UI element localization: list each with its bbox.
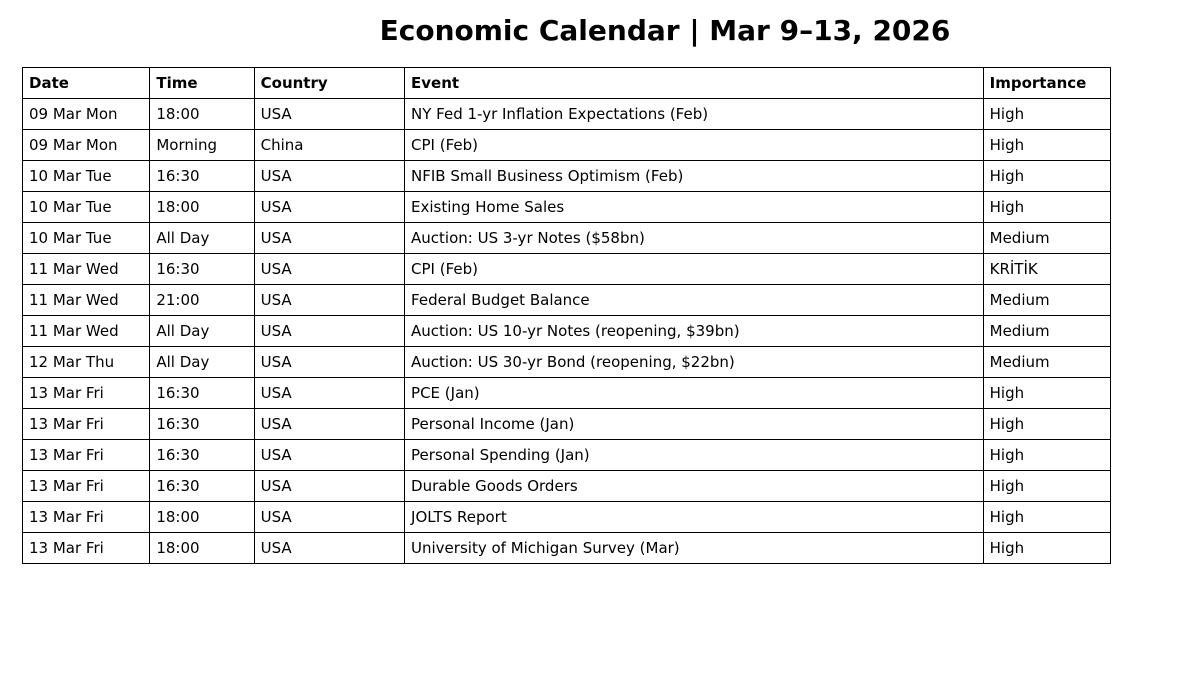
importance-cell: Medium: [983, 223, 1110, 254]
country-cell: USA: [254, 285, 404, 316]
date-cell: 11 Mar Wed: [23, 254, 150, 285]
table-row: [23, 409, 1111, 440]
country-cell: USA: [254, 533, 404, 564]
event-cell: Auction: US 30-yr Bond (reopening, $22bn): [405, 347, 984, 378]
country-cell: China: [254, 130, 404, 161]
importance-cell: High: [983, 502, 1110, 533]
table-row: [23, 440, 1111, 471]
event-cell: University of Michigan Survey (Mar): [405, 533, 984, 564]
importance-cell: High: [983, 440, 1110, 471]
column-header-country: Country: [254, 68, 404, 99]
country-cell: USA: [254, 161, 404, 192]
importance-cell: High: [983, 130, 1110, 161]
table-body: [23, 99, 1111, 564]
importance-cell: Medium: [983, 347, 1110, 378]
event-cell: Personal Spending (Jan): [405, 440, 984, 471]
economic-calendar-table: [22, 67, 1111, 564]
table-row: [23, 223, 1111, 254]
table-row: [23, 533, 1111, 564]
time-cell: All Day: [150, 316, 254, 347]
date-cell: 13 Mar Fri: [23, 440, 150, 471]
date-cell: 10 Mar Tue: [23, 161, 150, 192]
date-cell: 13 Mar Fri: [23, 471, 150, 502]
time-cell: 16:30: [150, 409, 254, 440]
event-cell: Existing Home Sales: [405, 192, 984, 223]
date-cell: 13 Mar Fri: [23, 378, 150, 409]
date-cell: 13 Mar Fri: [23, 502, 150, 533]
page-title: Economic Calendar | Mar 9–13, 2026: [379, 14, 951, 47]
event-cell: Federal Budget Balance: [405, 285, 984, 316]
date-cell: 11 Mar Wed: [23, 316, 150, 347]
date-cell: 09 Mar Mon: [23, 99, 150, 130]
country-cell: USA: [254, 409, 404, 440]
event-cell: Auction: US 10-yr Notes (reopening, $39bn): [405, 316, 984, 347]
country-cell: USA: [254, 440, 404, 471]
time-cell: 16:30: [150, 440, 254, 471]
time-cell: 16:30: [150, 378, 254, 409]
table-row: [23, 316, 1111, 347]
event-cell: NY Fed 1-yr Inflation Expectations (Feb): [405, 99, 984, 130]
table-row: [23, 99, 1111, 130]
date-cell: 13 Mar Fri: [23, 409, 150, 440]
column-header-time: Time: [150, 68, 254, 99]
event-cell: Auction: US 3-yr Notes ($58bn): [405, 223, 984, 254]
table-header-row: [23, 68, 1111, 99]
table-row: [23, 161, 1111, 192]
date-cell: 10 Mar Tue: [23, 192, 150, 223]
date-cell: 13 Mar Fri: [23, 533, 150, 564]
importance-cell: High: [983, 99, 1110, 130]
country-cell: USA: [254, 502, 404, 533]
country-cell: USA: [254, 254, 404, 285]
date-cell: 09 Mar Mon: [23, 130, 150, 161]
table-row: [23, 285, 1111, 316]
time-cell: 21:00: [150, 285, 254, 316]
date-cell: 10 Mar Tue: [23, 223, 150, 254]
time-cell: 18:00: [150, 502, 254, 533]
table-row: [23, 254, 1111, 285]
time-cell: All Day: [150, 223, 254, 254]
importance-cell: High: [983, 471, 1110, 502]
country-cell: USA: [254, 223, 404, 254]
event-cell: CPI (Feb): [405, 254, 984, 285]
date-cell: 12 Mar Thu: [23, 347, 150, 378]
importance-cell: KRİTİK: [983, 254, 1110, 285]
column-header-importance: Importance: [983, 68, 1110, 99]
time-cell: 16:30: [150, 161, 254, 192]
time-cell: 16:30: [150, 471, 254, 502]
country-cell: USA: [254, 316, 404, 347]
country-cell: USA: [254, 471, 404, 502]
event-cell: Personal Income (Jan): [405, 409, 984, 440]
event-cell: CPI (Feb): [405, 130, 984, 161]
column-header-event: Event: [405, 68, 984, 99]
time-cell: 18:00: [150, 99, 254, 130]
date-cell: 11 Mar Wed: [23, 285, 150, 316]
time-cell: 16:30: [150, 254, 254, 285]
importance-cell: High: [983, 378, 1110, 409]
importance-cell: High: [983, 192, 1110, 223]
time-cell: Morning: [150, 130, 254, 161]
country-cell: USA: [254, 192, 404, 223]
table-row: [23, 502, 1111, 533]
table-row: [23, 347, 1111, 378]
time-cell: 18:00: [150, 533, 254, 564]
table-row: [23, 471, 1111, 502]
country-cell: USA: [254, 99, 404, 130]
table-row: [23, 378, 1111, 409]
table-row: [23, 130, 1111, 161]
time-cell: 18:00: [150, 192, 254, 223]
event-cell: Durable Goods Orders: [405, 471, 984, 502]
country-cell: USA: [254, 347, 404, 378]
time-cell: All Day: [150, 347, 254, 378]
importance-cell: High: [983, 409, 1110, 440]
table-row: [23, 192, 1111, 223]
column-header-date: Date: [23, 68, 150, 99]
importance-cell: High: [983, 533, 1110, 564]
importance-cell: Medium: [983, 285, 1110, 316]
importance-cell: High: [983, 161, 1110, 192]
event-cell: PCE (Jan): [405, 378, 984, 409]
event-cell: NFIB Small Business Optimism (Feb): [405, 161, 984, 192]
country-cell: USA: [254, 378, 404, 409]
importance-cell: Medium: [983, 316, 1110, 347]
event-cell: JOLTS Report: [405, 502, 984, 533]
